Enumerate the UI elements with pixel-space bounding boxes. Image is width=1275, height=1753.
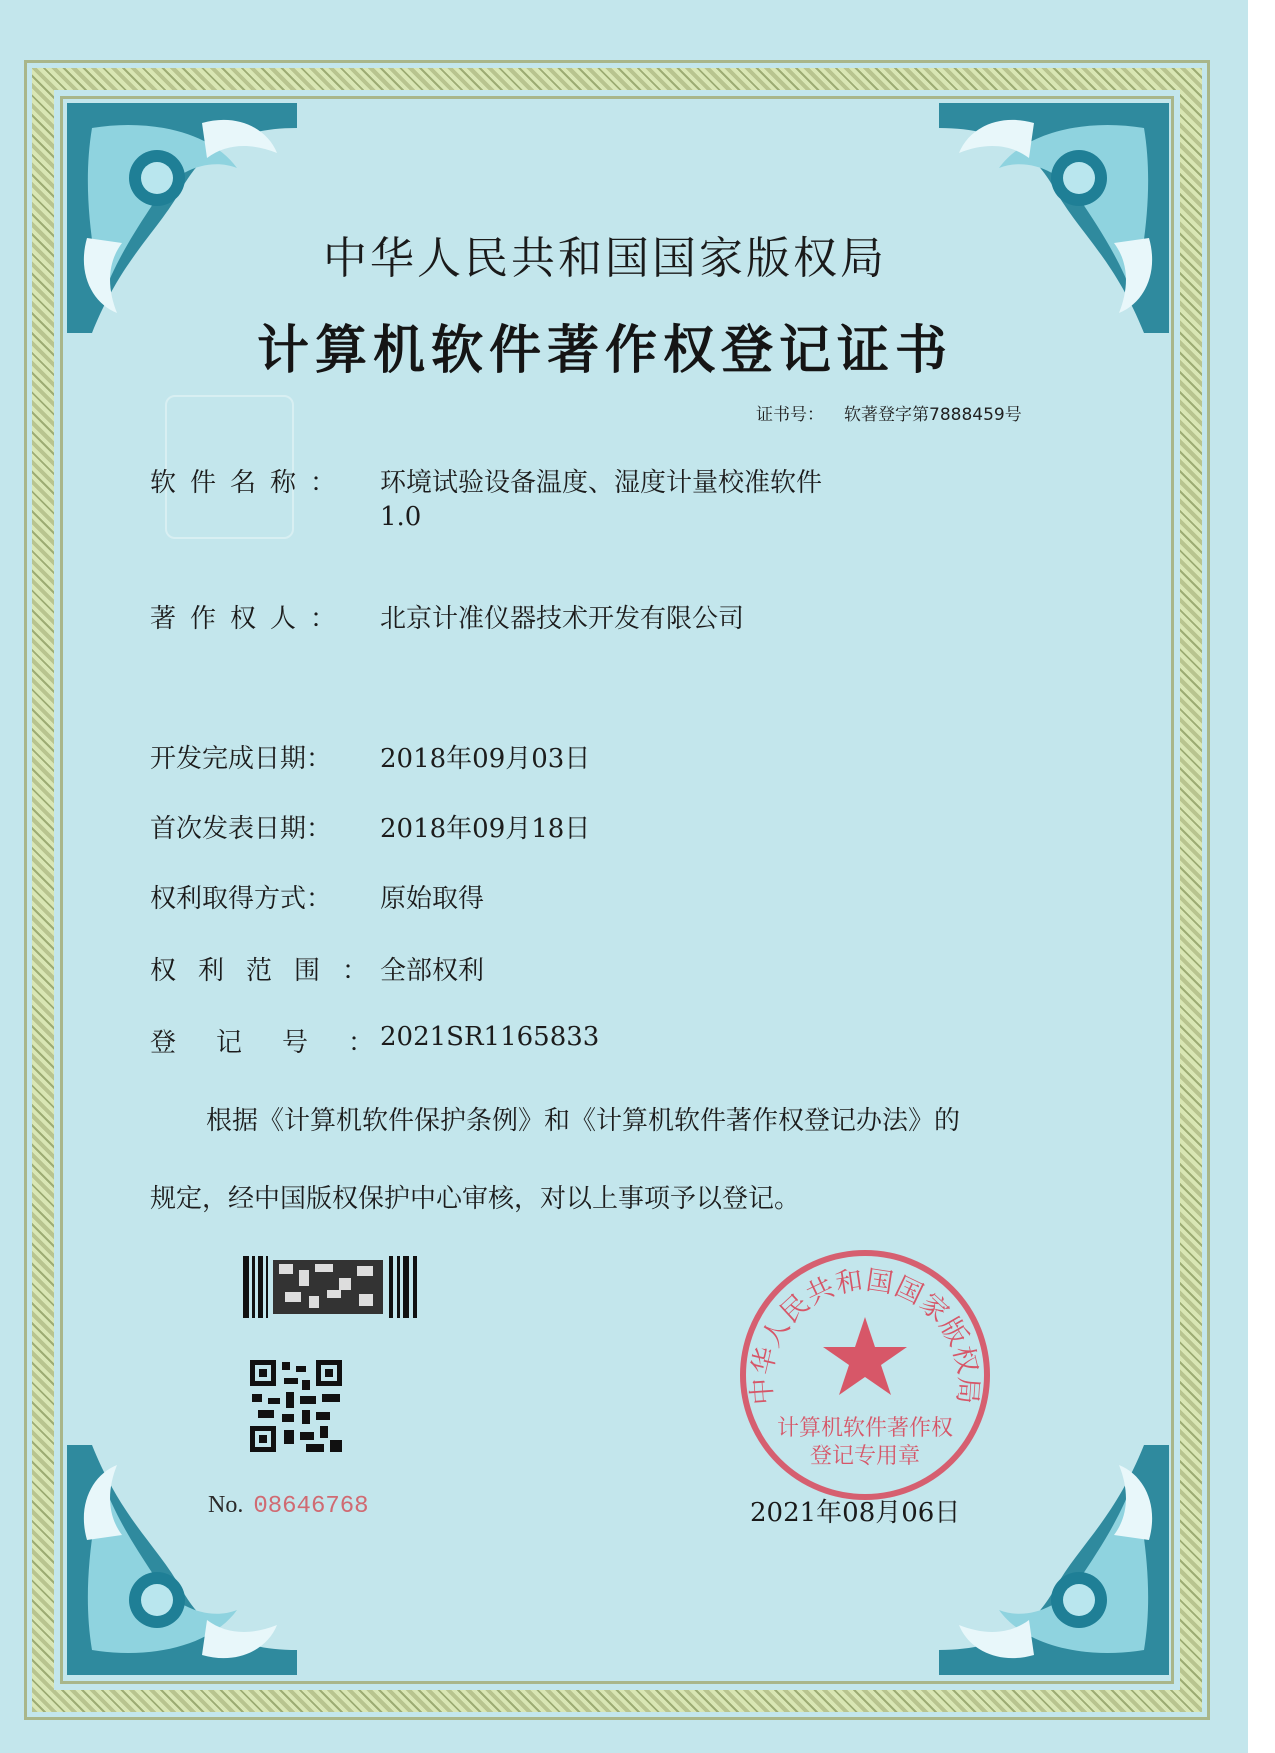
field-value: 环境试验设备温度、湿度计量校准软件 bbox=[380, 468, 823, 498]
field-label: 首次发表日期： bbox=[150, 814, 333, 844]
serial-number bbox=[208, 1492, 369, 1520]
certificate-number-label: 证书号： bbox=[756, 405, 824, 425]
corner-ornament-top-left bbox=[62, 98, 302, 338]
field-label: 软件名称： bbox=[150, 468, 351, 498]
field-value: 全部权利 bbox=[380, 956, 485, 986]
issue-date: 2021年08月06日 bbox=[750, 1498, 961, 1528]
seal-outer-text: 中华人民共和国国家版权局 bbox=[746, 1264, 984, 1406]
field-value-line2: 1.0 bbox=[380, 502, 422, 532]
barcode bbox=[243, 1256, 419, 1318]
certificate-title: 计算机软件著作权登记证书 bbox=[256, 320, 953, 381]
field-label: 权利取得方式： bbox=[150, 884, 333, 914]
field-value: 原始取得 bbox=[380, 884, 485, 914]
field-value: 北京计准仪器技术开发有限公司 bbox=[380, 604, 745, 634]
field-label: 登记号： bbox=[150, 1028, 415, 1058]
certificate-number bbox=[756, 400, 1022, 425]
seal-inner-line-1: 计算机软件著作权 bbox=[776, 1416, 954, 1441]
field-label: 权利范围： bbox=[150, 956, 391, 986]
serial-value: 08646768 bbox=[253, 1493, 369, 1520]
issuing-authority: 中华人民共和国国家版权局 bbox=[323, 233, 887, 284]
corner-ornament-top-right bbox=[934, 98, 1174, 338]
field-label: 开发完成日期： bbox=[150, 744, 333, 774]
field-value: 2018年09月18日 bbox=[380, 814, 591, 844]
qr-code bbox=[250, 1360, 342, 1452]
official-seal bbox=[735, 1245, 995, 1505]
corner-ornament-bottom-left bbox=[62, 1440, 302, 1680]
field-value: 2021SR1165833 bbox=[380, 1022, 600, 1052]
serial-label: No. bbox=[208, 1492, 244, 1518]
certificate-number-value: 软著登字第7888459号 bbox=[844, 405, 1022, 425]
seal-inner-line-2: 登记专用章 bbox=[809, 1444, 921, 1469]
statement-line-2: 规定，经中国版权保护中心审核，对以上事项予以登记。 bbox=[150, 1184, 801, 1214]
statement-line-1: 根据《计算机软件保护条例》和《计算机软件著作权登记办法》的 bbox=[206, 1106, 961, 1136]
field-value: 2018年09月03日 bbox=[380, 744, 591, 774]
field-label: 著作权人： bbox=[150, 604, 351, 634]
registration-statement bbox=[150, 1082, 1090, 1238]
